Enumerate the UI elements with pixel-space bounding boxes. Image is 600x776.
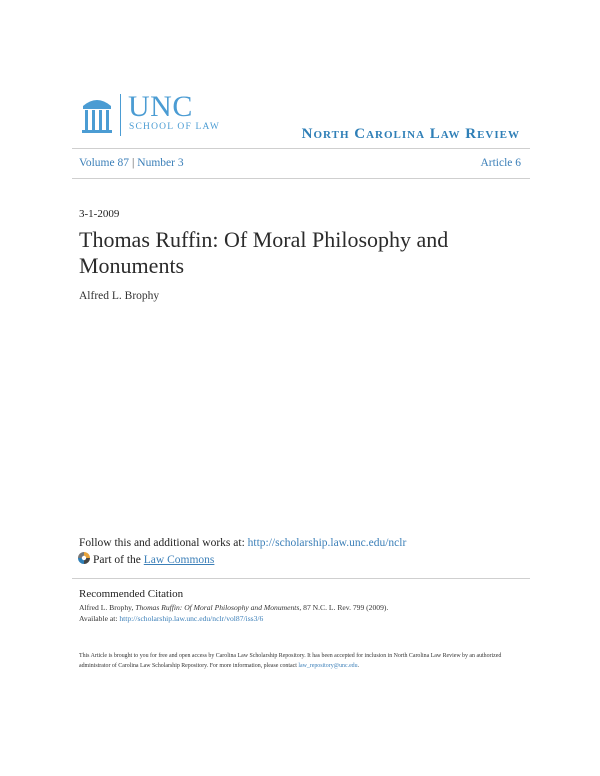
old-well-icon <box>80 94 114 134</box>
citation-title: Thomas Ruffin: Of Moral Philosophy and Monuments <box>135 603 300 612</box>
issue-rule <box>72 178 530 179</box>
issue-separator: | <box>131 157 135 169</box>
contact-email-link[interactable]: law_repository@unc.edu <box>298 663 358 669</box>
citation-text <box>79 602 529 624</box>
issue-info <box>79 157 184 169</box>
volume-link[interactable]: Volume 87 <box>79 157 129 169</box>
unc-school-of-law-logo <box>80 90 240 138</box>
repository-notice <box>79 651 531 671</box>
network-commons-icon <box>78 552 90 564</box>
article-title: Thomas Ruffin: Of Moral Philosophy and Monuments <box>79 227 449 278</box>
law-commons-link[interactable]: Law Commons <box>143 554 215 566</box>
available-text: Available at: <box>79 614 120 623</box>
citation-rest: , 87 N.C. L. Rev. 799 (2009). <box>299 603 389 612</box>
part-of-line <box>93 554 214 566</box>
recommended-citation-heading: Recommended Citation <box>79 588 184 600</box>
follow-link[interactable]: http://scholarship.law.unc.edu/nclr <box>247 537 407 549</box>
article-author: Alfred L. Brophy <box>79 290 160 302</box>
journal-title: North Carolina Law Review <box>301 126 520 142</box>
citation-rule <box>72 578 530 579</box>
logo-divider <box>120 94 121 136</box>
header-rule <box>72 148 530 149</box>
notice-end: . <box>357 663 360 669</box>
article-number-link[interactable]: Article 6 <box>480 157 521 169</box>
follow-line <box>79 537 406 549</box>
follow-text: Follow this and additional works at: <box>79 537 248 549</box>
logo-wordmark: UNC <box>128 90 193 123</box>
partof-text: Part of the <box>93 554 144 566</box>
logo-subtitle: SCHOOL OF LAW <box>129 122 221 132</box>
publication-date: 3-1-2009 <box>79 208 120 220</box>
number-link[interactable]: Number 3 <box>137 157 184 169</box>
available-link[interactable]: http://scholarship.law.unc.edu/nclr/vol87/iss3/6 <box>119 614 264 623</box>
citation-author: Alfred L. Brophy, <box>79 603 136 612</box>
notice-text: This Article is brought to you for free and open access by Carolina Law Scholarship Repository. It has been accepted for inclusion in North Carolina Law Review by an authorized administrator of Carolina Law Scholarship Repository. For more information, please contact <box>79 653 502 669</box>
